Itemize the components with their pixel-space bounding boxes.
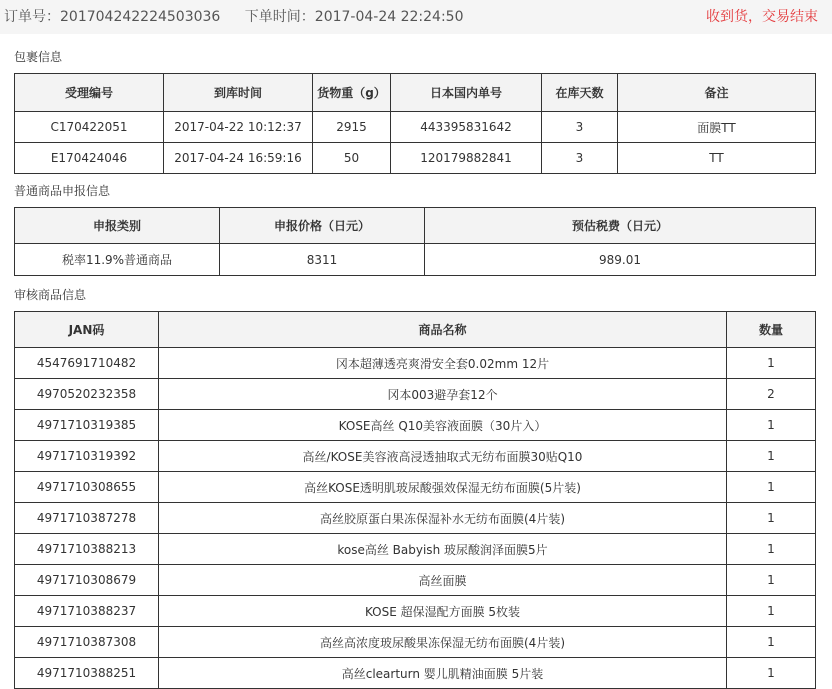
table-row	[15, 410, 816, 441]
jan-code-cell: 4971710387308	[15, 627, 159, 658]
declaration-section-title: 普通商品申报信息	[14, 184, 111, 198]
jan-code-cell: 4971710308679	[15, 565, 159, 596]
col-arrival-time: 到库时间	[164, 74, 313, 112]
table-row	[15, 627, 816, 658]
order-info	[4, 6, 464, 26]
quantity-cell: 1	[727, 534, 816, 565]
table-row	[15, 534, 816, 565]
domestic-no-cell: 120179882841	[391, 143, 542, 174]
col-jan-code: JAN码	[15, 312, 159, 348]
remark-cell: 面膜TT	[618, 112, 816, 143]
jan-code-cell: 4971710319385	[15, 410, 159, 441]
accept-no-cell: E170424046	[15, 143, 164, 174]
col-weight: 货物重（g）	[313, 74, 391, 112]
product-name-cell: 冈本003避孕套12个	[159, 379, 727, 410]
product-name-cell: kose高丝 Babyish 玻尿酸润泽面膜5片	[159, 534, 727, 565]
table-row	[15, 472, 816, 503]
declaration-table	[14, 207, 816, 276]
col-accept-no: 受理编号	[15, 74, 164, 112]
quantity-cell: 1	[727, 348, 816, 379]
jan-code-cell: 4547691710482	[15, 348, 159, 379]
jan-code-cell: 4971710388251	[15, 658, 159, 689]
table-row	[15, 441, 816, 472]
product-name-cell: KOSE 超保湿配方面膜 5枚装	[159, 596, 727, 627]
product-name-cell: KOSE高丝 Q10美容液面膜（30片入）	[159, 410, 727, 441]
quantity-cell: 1	[727, 596, 816, 627]
table-row	[15, 379, 816, 410]
domestic-no-cell: 443395831642	[391, 112, 542, 143]
col-estimated-tax: 预估税费（日元）	[425, 208, 816, 244]
review-table	[14, 311, 816, 689]
arrival-time-cell: 2017-04-24 16:59:16	[164, 143, 313, 174]
days-in-stock-cell: 3	[542, 112, 618, 143]
product-name-cell: 高丝clearturn 婴儿肌精油面膜 5片装	[159, 658, 727, 689]
declare-category-cell: 税率11.9%普通商品	[15, 244, 220, 276]
col-product-name: 商品名称	[159, 312, 727, 348]
quantity-cell: 1	[727, 472, 816, 503]
quantity-cell: 1	[727, 658, 816, 689]
table-row	[15, 565, 816, 596]
product-name-cell: 高丝/KOSE美容液高浸透抽取式无纺布面膜30贴Q10	[159, 441, 727, 472]
col-declare-category: 申报类别	[15, 208, 220, 244]
product-name-cell: 高丝高浓度玻尿酸果冻保湿无纺布面膜(4片装)	[159, 627, 727, 658]
weight-cell: 50	[313, 143, 391, 174]
col-domestic-no: 日本国内单号	[391, 74, 542, 112]
table-row	[15, 112, 816, 143]
package-section-title: 包裹信息	[14, 50, 63, 64]
table-row	[15, 658, 816, 689]
jan-code-cell: 4971710388213	[15, 534, 159, 565]
table-row	[15, 503, 816, 534]
table-row	[15, 244, 816, 276]
quantity-cell: 1	[727, 410, 816, 441]
product-name-cell: 冈本超薄透亮爽滑安全套0.02mm 12片	[159, 348, 727, 379]
table-row	[15, 348, 816, 379]
order-status: 收到货，交易结束	[706, 9, 818, 25]
quantity-cell: 1	[727, 503, 816, 534]
order-header-bar	[0, 0, 832, 34]
product-name-cell: 高丝面膜	[159, 565, 727, 596]
table-row	[15, 143, 816, 174]
weight-cell: 2915	[313, 112, 391, 143]
package-table	[14, 73, 816, 174]
arrival-time-cell: 2017-04-22 10:12:37	[164, 112, 313, 143]
review-header-row	[15, 312, 816, 348]
quantity-cell: 2	[727, 379, 816, 410]
quantity-cell: 1	[727, 441, 816, 472]
quantity-cell: 1	[727, 627, 816, 658]
col-declare-price: 申报价格（日元）	[220, 208, 425, 244]
package-header-row	[15, 74, 816, 112]
order-number: 订单号：201704242224503036	[4, 9, 221, 25]
days-in-stock-cell: 3	[542, 143, 618, 174]
table-row	[15, 596, 816, 627]
product-name-cell: 高丝KOSE透明肌玻尿酸强效保湿无纺布面膜(5片装)	[159, 472, 727, 503]
remark-cell: TT	[618, 143, 816, 174]
jan-code-cell: 4971710387278	[15, 503, 159, 534]
review-section-title: 审核商品信息	[14, 288, 87, 302]
order-time: 下单时间：2017-04-24 22:24:50	[244, 9, 464, 25]
col-quantity: 数量	[727, 312, 816, 348]
declare-price-cell: 8311	[220, 244, 425, 276]
jan-code-cell: 4971710388237	[15, 596, 159, 627]
quantity-cell: 1	[727, 565, 816, 596]
declaration-header-row	[15, 208, 816, 244]
accept-no-cell: C170422051	[15, 112, 164, 143]
jan-code-cell: 4971710308655	[15, 472, 159, 503]
estimated-tax-cell: 989.01	[425, 244, 816, 276]
col-days-in-stock: 在库天数	[542, 74, 618, 112]
col-remark: 备注	[618, 74, 816, 112]
jan-code-cell: 4971710319392	[15, 441, 159, 472]
jan-code-cell: 4970520232358	[15, 379, 159, 410]
product-name-cell: 高丝胶原蛋白果冻保湿补水无纺布面膜(4片装)	[159, 503, 727, 534]
